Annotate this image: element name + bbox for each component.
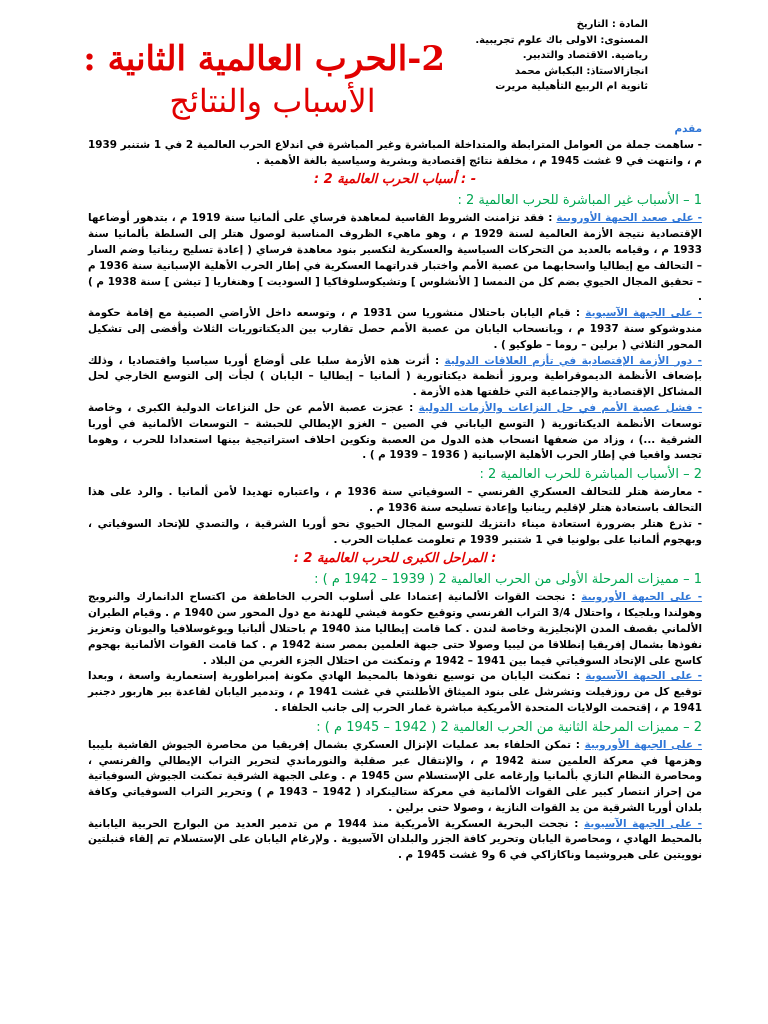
phase2-heading: 2 – مميزات المرحلة الثانية من الحرب العالمية 2 ( 1942 – 1945 م ) : xyxy=(316,719,702,735)
stages-heading: : المراحل الكبرى للحرب العالمية 2 : xyxy=(293,551,497,567)
indirect-cause-crisis xyxy=(88,354,702,401)
document-body xyxy=(88,122,702,864)
item-lead: - دور الأزمة الإقتصادية في تأزم العلاقات الدولية xyxy=(444,354,702,367)
meta-teacher: انجازالاستاذ: البكباش محمد xyxy=(514,65,648,77)
item-lead: - فشل عصبة الأمم في حل النزاعات والأزمات الدولية xyxy=(418,401,703,414)
title-line-2: الأسباب والنتائج xyxy=(169,81,376,120)
title-line-1: 2-الحرب العالمية الثانية : xyxy=(83,39,445,79)
indirect-cause-league xyxy=(88,401,702,464)
direct-cause-2: - تذرع هتلر بضرورة استعادة ميناء دانتزيك للتوسع المجال الحيوي نحو أوربا الشرقية ، والتصدي للإتحاد السوفياتي ، وبهجوم ألمانيا على بولونيا في 1 شتنبر 1939 م تعلومت عمليات الحرب . xyxy=(88,517,702,546)
item-lead: - على الجبهة الآسيوية xyxy=(585,670,702,683)
causes-heading: - : أسباب الحرب العالمية 2 : xyxy=(313,172,477,188)
item-text: : نجحت القوات الألمانية إعتمادا على أسلوب الحرب الخاطفة من اكتساح الدانمارك والنرويج وهولندا وبلجيكا ، واحتلال 3/4 التراب الفرنسي وتوقيع حكومة فيشي للهدنة مع دول المحور سن 1940 م . وقيام الطيران الألماني بقصف المدن الإنجليزية وخاصة لندن . كما قامت إيطاليا منذ 1940 م باحتلال ألبانيا ويوغوسلافيا واليونان وتعزيز نفوذها بشمال إفريقيا إنطلاقا من ليبيا وصولا حتى جبهة العلمين بمصر سنة 1942 م . كما قامت القوات الألمانية بهجوم كاسح على الإتحاد السوفياتي فيما بين 1941 – 1942 م وتمكنت من احتلال الجزء الغربي من البلاد . xyxy=(88,591,703,667)
phase1-asia xyxy=(88,669,702,716)
item-text: : تمكنت اليابان من توسيع نفوذها بالمحيط الهادي مكونة إمبراطورية إستعمارية واسعة ، وبعدا توقيع كل من روزفيلت وتشرشل على بنود الميثاق الأطلنتي في غشت 1941 م ، وتدمير اليابان لقاعدة بير هاربور دجنبر 1941 م ، إقتحمت الولايات المتحدة الأمريكية مباشرة غمار الحرب إلى جانب الحلفاء . xyxy=(88,670,702,714)
item-lead: - على الجبهة الأوروبية xyxy=(581,591,703,604)
intro-heading: مقدم xyxy=(674,123,702,135)
item-text: : نجحت البحرية العسكرية الأمريكية منذ 1944 م من تدمير العديد من البوارج الحربية اليابانية بالمحيط الهادي ، ومحاصرة اليابان وتحرير كافة الجزر والبلدان الآسيوية . ولإرغام اليابان على الإستسلام تم إلقاء قنبلتين نوويتين على هيروشيما وناكازاكي في 6 و9 غشت 1945 م . xyxy=(88,817,702,862)
phase1-heading: 1 – مميزات المرحلة الأولى من الحرب العالمية 2 ( 1939 – 1942 م ) : xyxy=(314,572,702,588)
item-lead: - على الجبهة الأوروبية xyxy=(584,738,702,751)
item-text: : أثرت هذه الأزمة سلبا على أوضاع أوربا سياسيا واقتصاديا ، وذلك بإضعاف الأنظمة الديموقراطية وبروز أنظمة ديكتاتورية ( ألمانيا – إيطاليا – اليابان ) لجأت إلى التوسع الخارجي لحل المشاكل الإقتصادية والإجتماعية التي خلفتها هذه الأزمة . xyxy=(88,354,702,399)
item-lead: - على الجبهة الآسيوية xyxy=(584,817,702,830)
item-lead: - على صعيد الجبهة الأوروبية xyxy=(556,212,702,225)
phase2-asia xyxy=(88,817,702,864)
meta-level: المستوى: الاولى باك علوم تجريبية. xyxy=(475,34,648,46)
item-text: : قيام اليابان باحتلال منشوريا سن 1931 م ، وتوسعه داخل الأراضي الصينية مع إقامة حكومة مندوشوكو سنة 1937 م ، وبانسحاب اليابان من عصبة الأمم حصل تقارب بين الديكتاتوريات الثلاث وأفضى إلى تشكيل المحور الثلاثي ( برلين – روما – طوكيو ) . xyxy=(88,307,702,351)
item-lead: - على الجبهة الآسيوية xyxy=(585,307,702,320)
phase2-europe xyxy=(88,738,702,817)
direct-causes-heading: 2 – الأسباب المباشرة للحرب العالمية 2 : xyxy=(479,467,702,483)
indirect-cause-europe xyxy=(88,211,702,306)
item-text: : تمكن الحلفاء بعد عمليات الإنزال العسكري بشمال إفريقيا من محاصرة الجيوش الفاشية بليبيا وهزمها في معركة العلمين سنة 1942 م ، والإنتقال عبر صقلية والنورماندي لتحرير التراب الإيطالي والفرنسي ، ومحاصرة النظام النازي بألمانيا وإرغامه على الإستسلام سن 1945 م . وعلى الجبهة الشرقية تمكنت الجيوش السوفياتية من إحراز انتصار كبير على القوات الألمانية في معركة ستالينكراد ( 1942 – 1943 م ) وتحرير التراب السوفياتي وكافة بلدان أوربا الشرقية من يد القوات النازية ، وصولا حتى برلين . xyxy=(88,738,702,814)
direct-cause-1: - معارضة هتلر للتحالف العسكري الفرنسي – السوفياتي سنة 1936 م ، واعتباره تهديدا لأمن ألمانيا . والرد على هذا التحالف باستعادة هتلر لإقليم رينانيا وإعادة تسليحه سنة 1936 م . xyxy=(88,486,702,514)
meta-school: ثانوية ام الربيع التأهيلية مريرت xyxy=(495,81,648,92)
meta-subject: المادة : التاريخ xyxy=(576,19,648,30)
intro-paragraph: - ساهمت جملة من العوامل المترابطة والمتداخلة المباشرة وغير المباشرة في اندلاع الحرب العالمية 2 في 1 شتنبر 1939 م ، وانتهت في 9 غشت 1945 م ، مخلفة نتائج إقتصادية وبشرية وسياسية بالغة الأهمية . xyxy=(88,138,702,167)
item-text: : فقد تزامنت الشروط القاسية لمعاهدة فرساي على ألمانيا سنة 1919 م ، بتدهور أوضاعها الإقتصادية نتيجة الأزمة العالمية لسنة 1929 م ، وهو ماهيء الظروف المناسبة لوصول هتلر إلى السلطة بألمانيا سنة 1933 م ، وقيامه بالعديد من التحركات السياسية والعسكرية لتكسير بنود معاهدة فرساي ( إعادة تسليح ريناتيا وضم السار – التحالف مع إيطاليا واسحابهما من عصبة الأمم واختبار قدراتهما العسكرية في إطار الحرب الأهلية الإسبانية سنة 1936 م – تحقيق المجال الحيوي بضم كل من النمسا [ الأنشلوس ] وتشيكوسلوفاكيا [ السوديت ] وهنغاريا [ تيشن ] سنة 1938 م ) . xyxy=(88,212,703,304)
item-text: : عجزت عصبة الأمم عن حل النزاعات الدولية الكبرى ، وخاصة توسعات الأنظمة الديكتاتورية ( التوسع الياباني في الصين – الغزو الإيطالي للحبشة – التوسعات الألمانية في أوربا الشرقية ...) ، وزاد من ضعفها انسحاب هذه الدول من العصبة وتكوين احلاف استراتيجية بينها استعدادا للحرب ، وهوما تجسد واقعيا في إطار الحرب الأهلية الإسبانية ( 1936 – 1939 م ) . xyxy=(88,401,702,462)
phase1-europe xyxy=(88,590,702,669)
indirect-causes-heading: 1 – الأسباب غير المباشرة للحرب العالمية 2 : xyxy=(457,193,702,209)
document-meta xyxy=(428,17,648,95)
document-title xyxy=(83,38,445,121)
meta-streams: رياضية. الاقتصاد والتدبير. xyxy=(522,50,648,61)
indirect-cause-asia xyxy=(88,306,702,353)
